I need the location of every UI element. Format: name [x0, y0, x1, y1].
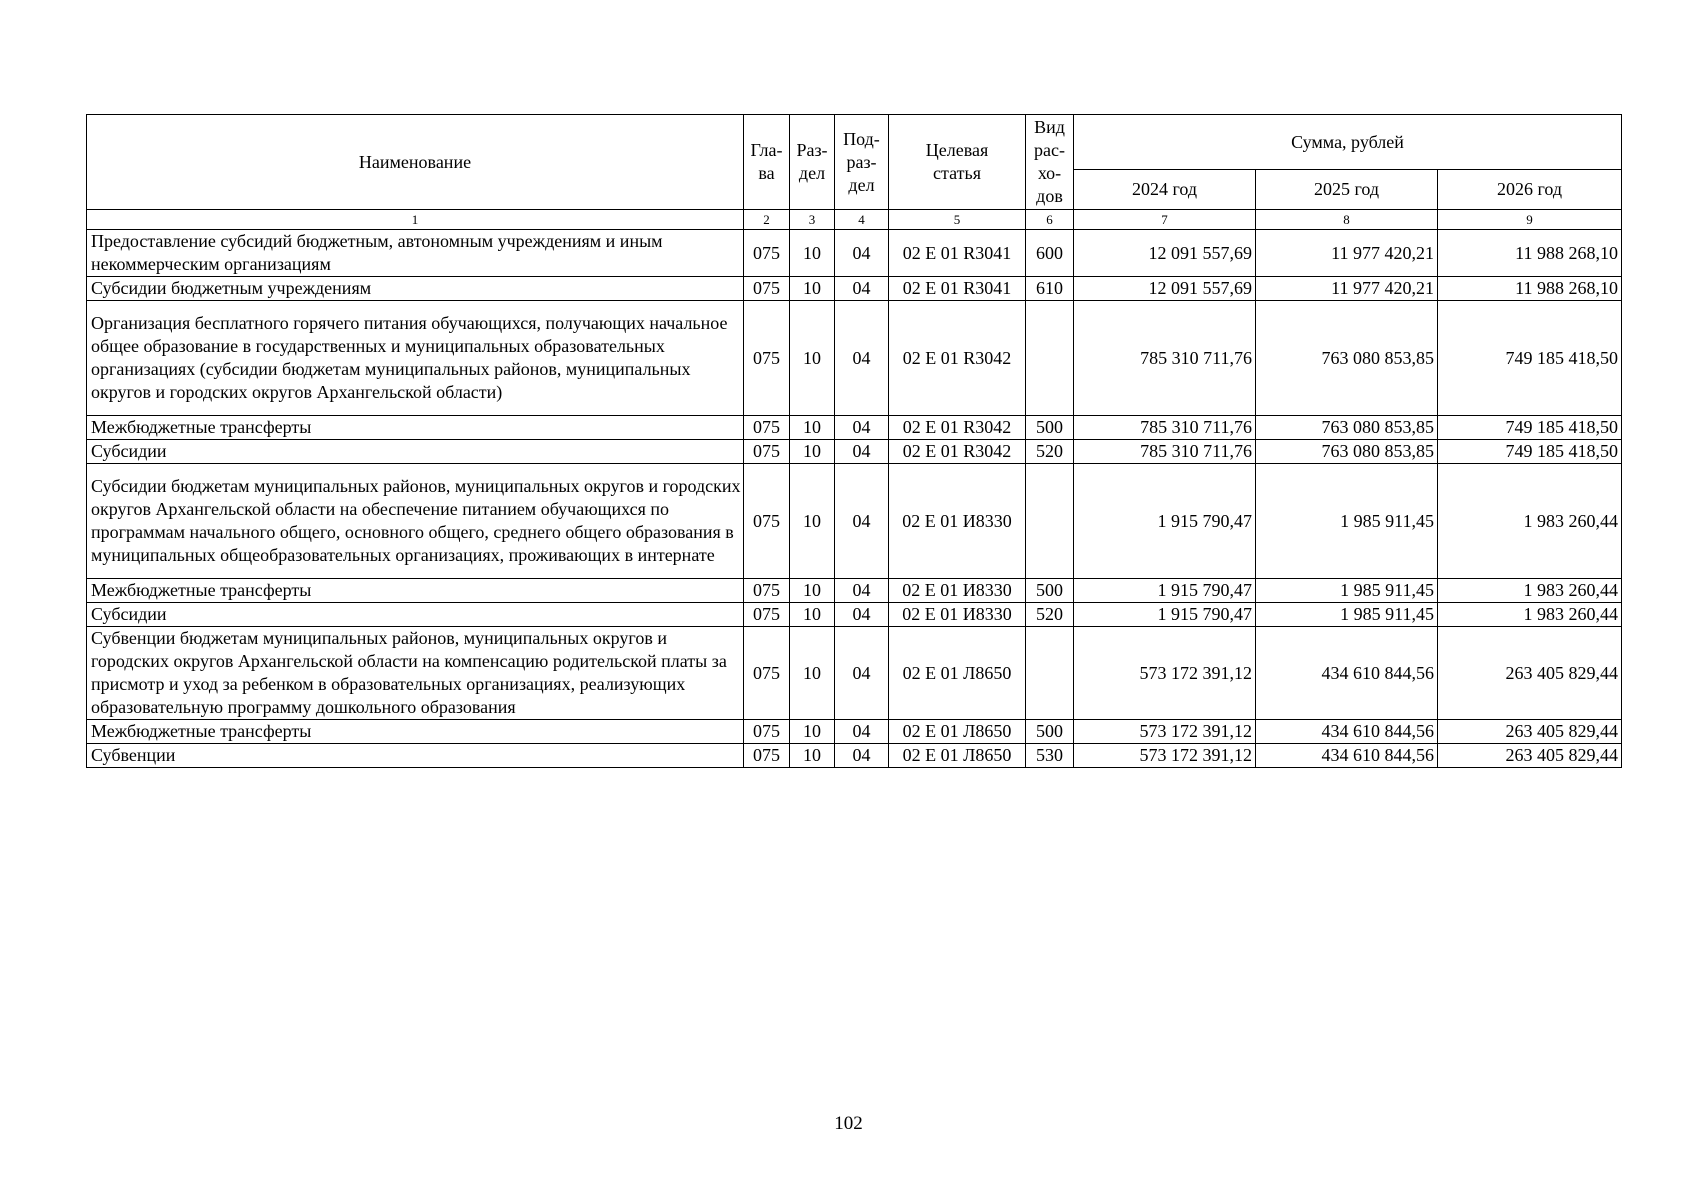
column-number: 4	[835, 210, 889, 230]
row-glava: 075	[744, 230, 790, 277]
header-name: Наименование	[87, 115, 744, 210]
row-name: Субсидии	[87, 440, 744, 464]
table-row	[87, 230, 1622, 277]
column-number: 3	[790, 210, 835, 230]
row-target: 02 Е 01 И8330	[889, 464, 1026, 579]
row-podrazdel: 04	[835, 744, 889, 768]
table-row	[87, 440, 1622, 464]
budget-table	[86, 114, 1622, 768]
row-sum-2025: 11 977 420,21	[1256, 277, 1438, 301]
row-type: 530	[1026, 744, 1074, 768]
row-target: 02 Е 01 Л8650	[889, 744, 1026, 768]
row-glava: 075	[744, 277, 790, 301]
row-sum-2026: 749 185 418,50	[1438, 301, 1622, 416]
row-podrazdel: 04	[835, 579, 889, 603]
header-sum: Сумма, рублей	[1074, 115, 1622, 170]
row-sum-2025: 1 985 911,45	[1256, 579, 1438, 603]
row-sum-2024: 12 091 557,69	[1074, 277, 1256, 301]
row-razdel: 10	[790, 627, 835, 720]
column-number: 2	[744, 210, 790, 230]
row-sum-2024: 785 310 711,76	[1074, 416, 1256, 440]
column-number: 5	[889, 210, 1026, 230]
row-sum-2026: 749 185 418,50	[1438, 440, 1622, 464]
row-glava: 075	[744, 720, 790, 744]
row-target: 02 Е 01 И8330	[889, 579, 1026, 603]
row-name: Субвенции	[87, 744, 744, 768]
row-podrazdel: 04	[835, 440, 889, 464]
table-row	[87, 464, 1622, 579]
row-razdel: 10	[790, 603, 835, 627]
row-podrazdel: 04	[835, 720, 889, 744]
header-year-2026: 2026 год	[1438, 170, 1622, 210]
header-year-2025: 2025 год	[1256, 170, 1438, 210]
row-type: 610	[1026, 277, 1074, 301]
row-target: 02 Е 01 Л8650	[889, 627, 1026, 720]
row-type	[1026, 627, 1074, 720]
row-podrazdel: 04	[835, 416, 889, 440]
row-sum-2024: 1 915 790,47	[1074, 464, 1256, 579]
page-number: 102	[834, 1113, 863, 1134]
row-sum-2025: 434 610 844,56	[1256, 627, 1438, 720]
table-row	[87, 627, 1622, 720]
row-podrazdel: 04	[835, 464, 889, 579]
row-sum-2026: 1 983 260,44	[1438, 579, 1622, 603]
row-target: 02 Е 01 R3041	[889, 230, 1026, 277]
header-target-article: Целевая статья	[889, 115, 1026, 210]
row-podrazdel: 04	[835, 603, 889, 627]
header-year-2024: 2024 год	[1074, 170, 1256, 210]
column-number: 6	[1026, 210, 1074, 230]
row-name: Субсидии	[87, 603, 744, 627]
row-type: 600	[1026, 230, 1074, 277]
row-sum-2026: 263 405 829,44	[1438, 720, 1622, 744]
column-number: 8	[1256, 210, 1438, 230]
row-name: Межбюджетные трансферты	[87, 720, 744, 744]
row-sum-2025: 434 610 844,56	[1256, 720, 1438, 744]
row-name: Субсидии бюджетным учреждениям	[87, 277, 744, 301]
row-glava: 075	[744, 579, 790, 603]
row-glava: 075	[744, 301, 790, 416]
row-sum-2026: 263 405 829,44	[1438, 744, 1622, 768]
column-number: 7	[1074, 210, 1256, 230]
row-sum-2025: 11 977 420,21	[1256, 230, 1438, 277]
table-row	[87, 720, 1622, 744]
row-sum-2026: 263 405 829,44	[1438, 627, 1622, 720]
row-razdel: 10	[790, 230, 835, 277]
row-razdel: 10	[790, 744, 835, 768]
row-name: Организация бесплатного горячего питания обучающихся, получающих начальное общее образование в государственных и муниципальных образовательных организациях (субсидии бюджетам муниципальных районов, муниципальных округов и городских округов Архангельской области)	[87, 301, 744, 416]
row-podrazdel: 04	[835, 230, 889, 277]
row-sum-2024: 785 310 711,76	[1074, 301, 1256, 416]
row-glava: 075	[744, 416, 790, 440]
row-razdel: 10	[790, 720, 835, 744]
row-sum-2025: 1 985 911,45	[1256, 603, 1438, 627]
row-razdel: 10	[790, 579, 835, 603]
table-row	[87, 744, 1622, 768]
row-sum-2025: 1 985 911,45	[1256, 464, 1438, 579]
row-sum-2024: 573 172 391,12	[1074, 720, 1256, 744]
row-glava: 075	[744, 603, 790, 627]
table-row	[87, 277, 1622, 301]
header-glava: Гла- ва	[744, 115, 790, 210]
row-razdel: 10	[790, 301, 835, 416]
row-type	[1026, 301, 1074, 416]
row-razdel: 10	[790, 277, 835, 301]
column-number: 9	[1438, 210, 1622, 230]
table-row	[87, 416, 1622, 440]
row-sum-2026: 11 988 268,10	[1438, 277, 1622, 301]
row-sum-2026: 1 983 260,44	[1438, 603, 1622, 627]
row-sum-2025: 763 080 853,85	[1256, 440, 1438, 464]
row-type: 520	[1026, 440, 1074, 464]
row-type: 500	[1026, 579, 1074, 603]
row-podrazdel: 04	[835, 301, 889, 416]
row-sum-2024: 573 172 391,12	[1074, 627, 1256, 720]
row-target: 02 Е 01 И8330	[889, 603, 1026, 627]
header-expense-type: Вид рас- хо- дов	[1026, 115, 1074, 210]
row-sum-2024: 12 091 557,69	[1074, 230, 1256, 277]
row-sum-2026: 749 185 418,50	[1438, 416, 1622, 440]
row-target: 02 Е 01 R3042	[889, 301, 1026, 416]
row-target: 02 Е 01 R3041	[889, 277, 1026, 301]
row-sum-2024: 1 915 790,47	[1074, 579, 1256, 603]
row-razdel: 10	[790, 440, 835, 464]
row-glava: 075	[744, 627, 790, 720]
row-name: Межбюджетные трансферты	[87, 416, 744, 440]
column-number-row	[87, 210, 1622, 230]
row-target: 02 Е 01 R3042	[889, 440, 1026, 464]
row-sum-2024: 785 310 711,76	[1074, 440, 1256, 464]
row-sum-2026: 1 983 260,44	[1438, 464, 1622, 579]
row-type: 520	[1026, 603, 1074, 627]
row-podrazdel: 04	[835, 277, 889, 301]
header-podrazdel: Под- раз- дел	[835, 115, 889, 210]
row-sum-2024: 1 915 790,47	[1074, 603, 1256, 627]
row-name: Субсидии бюджетам муниципальных районов, муниципальных округов и городских округов Архангельской области на обеспечение питанием обучающихся по программам начального общего, основного общего, среднего общего образования в муниципальных общеобразовательных организациях, проживающих в интернате	[87, 464, 744, 579]
row-razdel: 10	[790, 416, 835, 440]
row-sum-2025: 763 080 853,85	[1256, 416, 1438, 440]
row-target: 02 Е 01 Л8650	[889, 720, 1026, 744]
row-name: Субвенции бюджетам муниципальных районов, муниципальных округов и городских округов Архангельской области на компенсацию родительской платы за присмотр и уход за ребенком в образовательных организациях, реализующих образовательную программу дошкольного образования	[87, 627, 744, 720]
header-razdel: Раз- дел	[790, 115, 835, 210]
row-glava: 075	[744, 744, 790, 768]
row-name: Межбюджетные трансферты	[87, 579, 744, 603]
row-type	[1026, 464, 1074, 579]
row-podrazdel: 04	[835, 627, 889, 720]
row-razdel: 10	[790, 464, 835, 579]
row-name: Предоставление субсидий бюджетным, автономным учреждениям и иным некоммерческим организациям	[87, 230, 744, 277]
row-sum-2024: 573 172 391,12	[1074, 744, 1256, 768]
table-row	[87, 603, 1622, 627]
row-target: 02 Е 01 R3042	[889, 416, 1026, 440]
row-sum-2026: 11 988 268,10	[1438, 230, 1622, 277]
row-sum-2025: 763 080 853,85	[1256, 301, 1438, 416]
row-glava: 075	[744, 440, 790, 464]
table-row	[87, 301, 1622, 416]
row-type: 500	[1026, 720, 1074, 744]
row-glava: 075	[744, 464, 790, 579]
row-type: 500	[1026, 416, 1074, 440]
column-number: 1	[87, 210, 744, 230]
row-sum-2025: 434 610 844,56	[1256, 744, 1438, 768]
table-row	[87, 579, 1622, 603]
